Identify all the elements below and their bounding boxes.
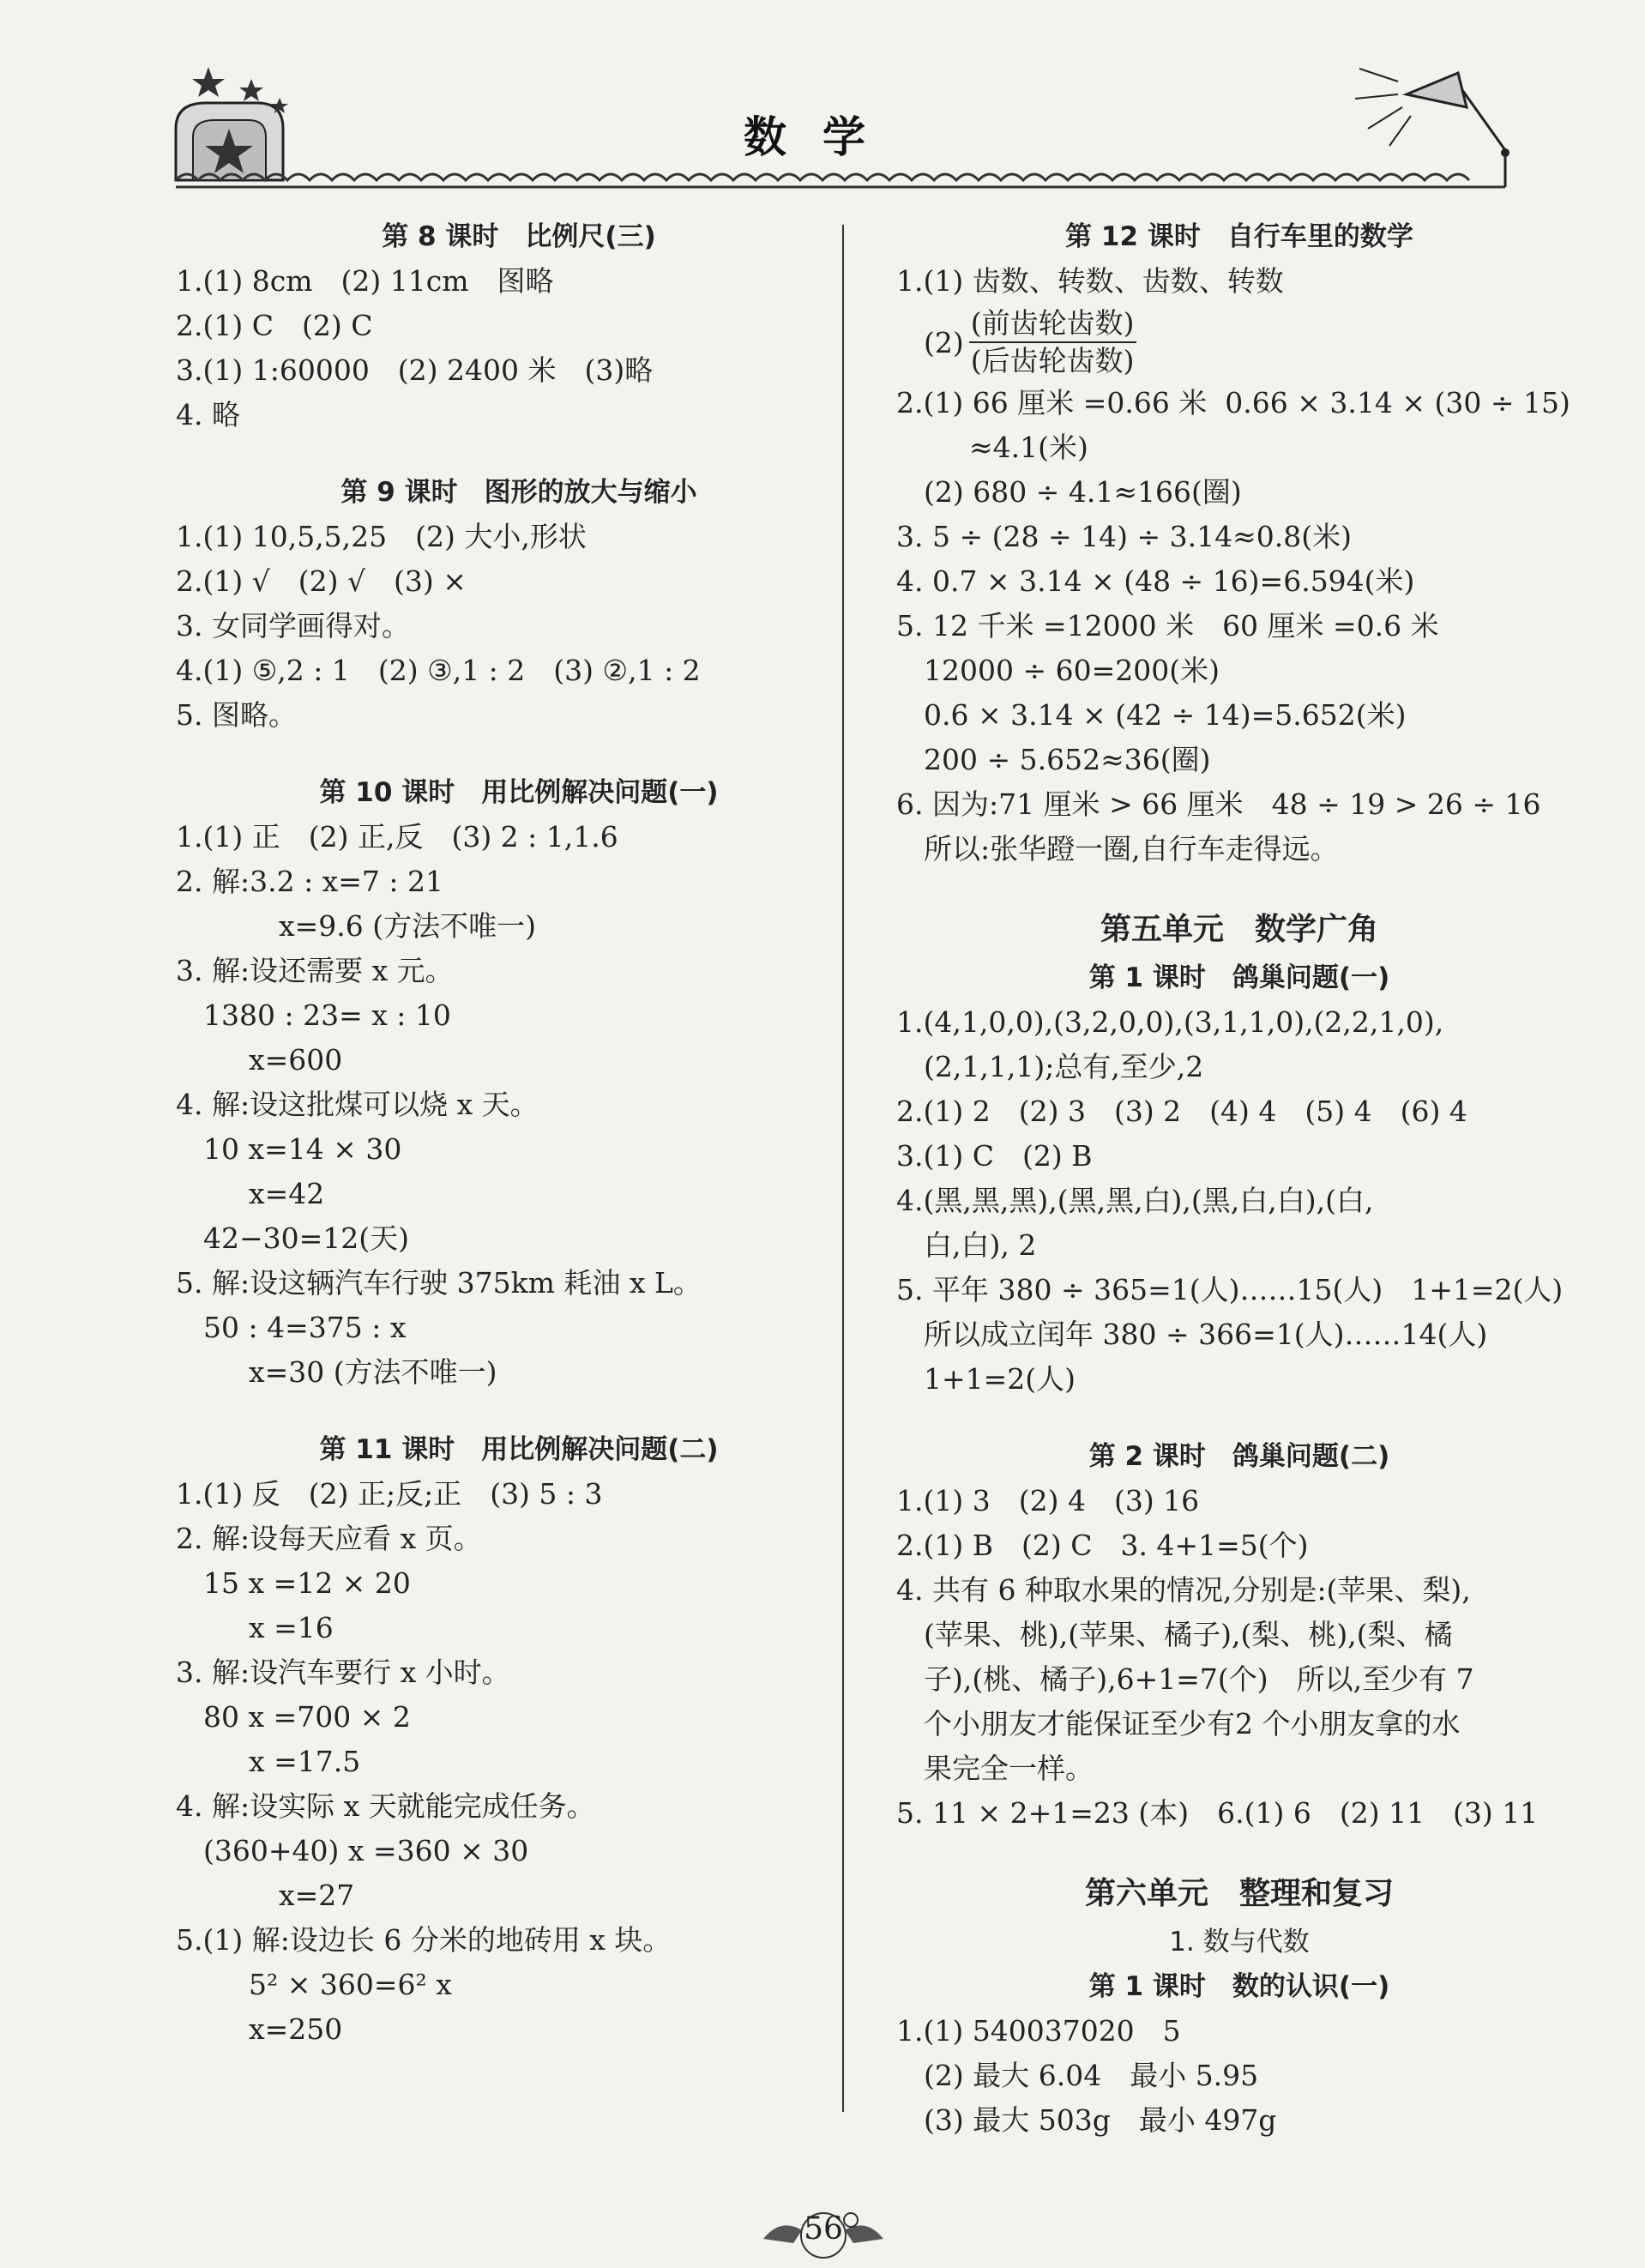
answer-line: 4. 共有 6 种取水果的情况,分别是:(苹果、梨), <box>896 1573 1471 1607</box>
answer-line: 4.(黑,黑,黑),(黑,黑,白),(黑,白,白),(白, <box>896 1184 1374 1217</box>
answer-line: 5. 平年 380 ÷ 365=1(人)……15(人) 1+1=2(人) <box>896 1273 1564 1306</box>
answer-line: 50 : 4=375 : x <box>203 1311 407 1344</box>
answer-line: (2,1,1,1);总有,至少,2 <box>924 1050 1204 1083</box>
answer-line: 12000 ÷ 60=200(米) <box>924 654 1220 687</box>
answer-line: 3. 5 ÷ (28 ÷ 14) ÷ 3.14≈0.8(米) <box>896 520 1352 553</box>
answer-line: 4. 0.7 × 3.14 × (48 ÷ 16)=6.594(米) <box>896 564 1415 598</box>
answer-line: 3. 解:设还需要 x 元。 <box>176 954 454 987</box>
answer-line: x=42 <box>249 1177 325 1210</box>
unit-heading: 第五单元 数学广角 <box>1100 912 1378 947</box>
unit-heading: 第六单元 整理和复习 <box>1084 1876 1394 1911</box>
section-gap <box>176 437 862 470</box>
answer-line: 所以:张华蹬一圈,自行车走得远。 <box>924 832 1339 866</box>
answer-line: 所以成立闰年 380 ÷ 366=1(人)……14(人) <box>924 1318 1488 1351</box>
section-gap <box>176 1395 862 1427</box>
header-banner-art <box>0 0 1645 197</box>
answer-line: 个小朋友才能保证至少有2 个小朋友拿的水 <box>924 1707 1461 1740</box>
answer-line: 3.(1) C (2) B <box>896 1139 1093 1173</box>
lesson-heading: 第 8 课时 比例尺(三) <box>382 221 656 252</box>
answer-line: 白,白), 2 <box>924 1228 1037 1262</box>
answer-line: 3. 解:设汽车要行 x 小时。 <box>176 1656 510 1689</box>
right-column <box>896 214 1582 2143</box>
answer-line: 6. 因为:71 厘米 > 66 厘米 48 ÷ 19 > 26 ÷ 16 <box>896 787 1541 821</box>
lesson-heading: 第 11 课时 用比例解决问题(二) <box>319 1434 719 1465</box>
lesson-heading: 第 9 课时 图形的放大与缩小 <box>340 477 697 508</box>
answer-line: 1.(1) 正 (2) 正,反 (3) 2 : 1,1.6 <box>176 820 618 854</box>
answer-line: x=9.6 (方法不唯一) <box>279 909 536 943</box>
answer-line: 5. 11 × 2+1=23 (本) 6.(1) 6 (2) 11 (3) 11 <box>896 1796 1539 1830</box>
answer-line: 80 x =700 × 2 <box>203 1700 411 1734</box>
fraction-denominator: (后齿轮齿数) <box>970 344 1135 377</box>
answer-line: 2.(1) √ (2) √ (3) × <box>176 564 467 598</box>
answer-line: 3.(1) 1:60000 (2) 2400 米 (3)略 <box>176 353 654 387</box>
answer-line: 1.(1) 540037020 5 <box>896 2014 1181 2048</box>
answer-line: 0.6 × 3.14 × (42 ÷ 14)=5.652(米) <box>924 698 1407 732</box>
lesson-heading: 第 1 课时 数的认识(一) <box>1088 1971 1390 2002</box>
answer-line: 1380 : 23= x : 10 <box>203 998 451 1032</box>
section-gap <box>896 872 1582 904</box>
answer-line: (3) 最大 503g 最小 497g <box>924 2103 1277 2137</box>
page-footer <box>755 2205 892 2265</box>
answer-line: (2) 680 ÷ 4.1≈166(圈) <box>924 475 1242 509</box>
answer-line: 2.(1) B (2) C 3. 4+1=5(个) <box>896 1529 1309 1562</box>
answer-line: 2. 解:设每天应看 x 页。 <box>176 1522 482 1555</box>
answer-line: x=600 <box>249 1043 343 1077</box>
answer-line: 1.(1) 3 (2) 4 (3) 16 <box>896 1484 1200 1517</box>
lesson-heading: 第 2 课时 鸽巢问题(二) <box>1088 1441 1390 1472</box>
answer-line: x =16 <box>249 1611 334 1644</box>
section-gap <box>176 738 862 770</box>
answer-line: 5² × 360=6² x <box>249 1968 452 2001</box>
answer-line: x=250 <box>249 2012 343 2046</box>
answer-line: 1.(1) 8cm (2) 11cm 图略 <box>176 264 554 298</box>
answer-line: x =17.5 <box>249 1745 361 1778</box>
left-column <box>176 214 862 2052</box>
answer-line: (360+40) x =360 × 30 <box>203 1834 529 1867</box>
lesson-heading: 第 10 课时 用比例解决问题(一) <box>319 777 719 808</box>
answer-line: 1.(4,1,0,0),(3,2,0,0),(3,1,1,0),(2,2,1,0), <box>896 1005 1444 1039</box>
section-gap <box>896 1836 1582 1868</box>
answer-line: 3. 女同学画得对。 <box>176 609 410 642</box>
fraction-answer <box>896 304 1582 381</box>
answer-line: 1.(1) 10,5,5,25 (2) 大小,形状 <box>176 520 587 553</box>
answer-line: 5. 图略。 <box>176 698 297 732</box>
answer-line: ≈4.1(米) <box>969 431 1088 464</box>
answer-line: 2.(1) 66 厘米 =0.66 米 0.66 × 3.14 × (30 ÷ 15) <box>896 386 1570 419</box>
answer-line: 10 x=14 × 30 <box>203 1132 402 1166</box>
answer-line: 4.(1) ⑤,2 : 1 (2) ③,1 : 2 (3) ②,1 : 2 <box>176 654 701 687</box>
answer-line: 4. 略 <box>176 398 240 431</box>
page-header <box>0 0 1645 197</box>
answer-line: 子),(桃、橘子),6+1=7(个) 所以,至少有 7 <box>924 1662 1474 1696</box>
answer-line: 1.(1) 反 (2) 正;反;正 (3) 5 : 3 <box>176 1477 603 1511</box>
lesson-heading: 第 1 课时 鸽巢问题(一) <box>1088 962 1390 993</box>
subsection-heading: 1. 数与代数 <box>1169 1927 1310 1957</box>
answer-line: 5.(1) 解:设边长 6 分米的地砖用 x 块。 <box>176 1923 672 1957</box>
answer-line: 2.(1) 2 (2) 3 (3) 2 (4) 4 (5) 4 (6) 4 <box>896 1095 1467 1128</box>
answer-line: 42−30=12(天) <box>203 1221 410 1255</box>
page-number: 56 <box>804 2211 843 2247</box>
answer-line: (2) 最大 6.04 最小 5.95 <box>924 2059 1259 2092</box>
answer-line: x=30 (方法不唯一) <box>249 1355 497 1389</box>
answer-line: 15 x =12 × 20 <box>203 1566 411 1600</box>
section-gap <box>896 1402 1582 1434</box>
fraction <box>969 305 1136 379</box>
answer-line: 果完全一样。 <box>924 1752 1094 1785</box>
answer-line: x=27 <box>279 1879 355 1912</box>
answer-line: 1.(1) 齿数、转数、齿数、转数 <box>896 264 1284 298</box>
answer-line: 1+1=2(人) <box>924 1362 1076 1396</box>
header-wave-line <box>176 174 1469 180</box>
answer-line: 5. 12 千米 =12000 米 60 厘米 =0.6 米 <box>896 609 1439 642</box>
page-title: 数学 <box>744 112 901 162</box>
answer-line: 200 ÷ 5.652≈36(圈) <box>924 743 1211 776</box>
answer-line: 5. 解:设这辆汽车行驶 375km 耗油 x L。 <box>176 1266 702 1300</box>
answer-line: 4. 解:设这批煤可以烧 x 天。 <box>176 1088 539 1121</box>
answer-line: 4. 解:设实际 x 天就能完成任务。 <box>176 1789 595 1823</box>
fraction-prefix: (2) <box>924 325 964 359</box>
lesson-heading: 第 12 课时 自行车里的数学 <box>1065 221 1413 252</box>
answer-line: 2. 解:3.2 : x=7 : 21 <box>176 865 444 898</box>
fraction-numerator: (前齿轮齿数) <box>969 305 1136 343</box>
answer-line: (苹果、桃),(苹果、橘子),(梨、桃),(梨、橘 <box>924 1618 1453 1651</box>
answer-line: 2.(1) C (2) C <box>176 309 373 342</box>
